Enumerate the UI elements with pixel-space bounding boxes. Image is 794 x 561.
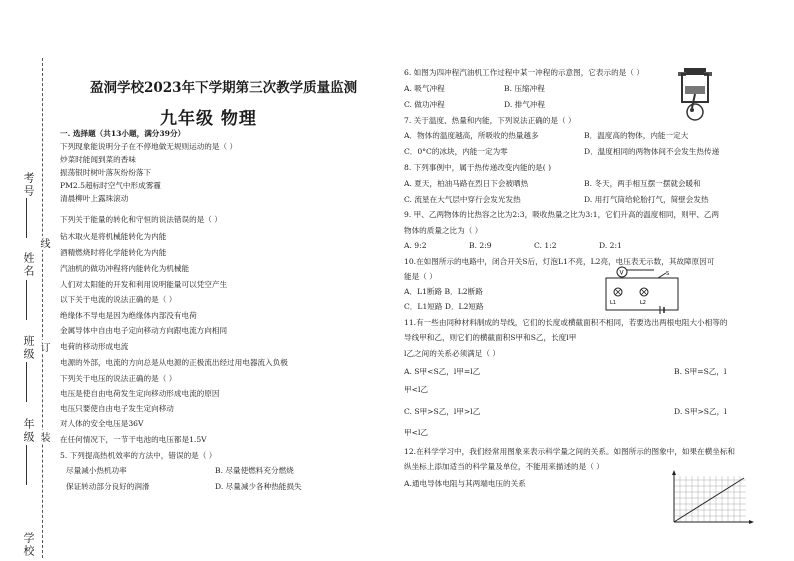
option-ab: A．L1断路 B．L2断路 bbox=[404, 287, 483, 296]
question-text: 下列现象能说明分子在不停地做无规则运动的是（ ） bbox=[60, 142, 238, 151]
option-text: 在任何情况下，一节干电池的电压都是1.5V bbox=[60, 435, 207, 444]
binding-word-line: 线 bbox=[38, 238, 49, 248]
option-text: 绝缘体不导电是因为绝缘体内部没有电荷 bbox=[60, 311, 197, 320]
margin-label-grade: 年级 bbox=[22, 418, 35, 444]
option-c: C. 做功冲程 bbox=[404, 100, 445, 109]
option-a: A. 9:2 bbox=[404, 241, 427, 250]
option-text: 金属导体中自由电子定向移动方向跟电流方向相同 bbox=[60, 326, 228, 335]
option-d: D. 排气冲程 bbox=[504, 100, 546, 109]
option-a: A. 夏天，柏油马路在烈日下会被晒热 bbox=[404, 179, 529, 188]
option-text: 电压是使自由电荷发生定向移动形成电流的原因 bbox=[60, 389, 220, 398]
exam-title: 盈洞学校2023年下学期第三次教学质量监测 bbox=[90, 80, 358, 96]
option-text: 炒菜时能闻到菜的香味 bbox=[60, 155, 136, 164]
option-b: B．温度高的物体，内能一定大 bbox=[584, 131, 689, 140]
question-11-line-1: 11.有一些由同种材料制成的导线，它们的长度或横截面积不相同，若要选出两根电阻大小相等的 bbox=[404, 318, 728, 327]
question-11-line-2: 导线甲和乙，则它们的横截面积S甲和S乙，长度l甲 bbox=[404, 333, 577, 342]
option-text: 电压只要使自由电子发生定向移动 bbox=[60, 404, 174, 413]
section-heading: 一. 选择题（共13小题，满分39分） bbox=[60, 129, 186, 138]
question-text: 下列关于电压的说法正确的是（ ） bbox=[60, 374, 177, 383]
option-text: 清晨柳叶上露珠滚动 bbox=[60, 194, 129, 203]
margin-label-class: 班级 bbox=[22, 335, 35, 361]
option-b: B. 压缩冲程 bbox=[504, 84, 545, 93]
engine-stroke-diagram bbox=[672, 66, 718, 124]
question-9-line-1: 9. 甲、乙两物体的比热容之比为2:3，吸收热量之比为3:1，它们升高的温度相同，则甲、乙两 bbox=[404, 210, 720, 219]
margin-label-school: 学校 bbox=[22, 532, 35, 558]
option-d-continued: 甲<l乙 bbox=[404, 428, 428, 437]
circuit-diagram bbox=[604, 266, 682, 314]
binding-word-install: 装 bbox=[38, 432, 49, 442]
option-d: D. 用打气筒给轮胎打气，简壁会发热 bbox=[584, 195, 709, 204]
switch-label: S bbox=[666, 271, 670, 277]
option-d: D．温度相同的两物体间不会发生热传递 bbox=[584, 147, 720, 156]
option-b-continued: 甲<l乙 bbox=[404, 385, 428, 394]
option-a: 尽量减小热机功率 bbox=[66, 466, 127, 475]
option-a: A. 吸气冲程 bbox=[404, 84, 445, 93]
option-text: 对人体的安全电压是36V bbox=[60, 419, 144, 428]
margin-underline bbox=[26, 445, 27, 485]
option-b: B. S甲=S乙，l bbox=[674, 367, 727, 376]
option-c: 保证转动部分良好的润滑 bbox=[66, 482, 150, 491]
binding-margin bbox=[0, 0, 58, 561]
question-10-line-2: 能是（ ） bbox=[404, 272, 437, 281]
lamp-l1-label: L1 bbox=[610, 300, 616, 306]
binding-dashed-line bbox=[42, 58, 43, 558]
exam-subtitle: 九年级 物理 bbox=[160, 109, 257, 129]
question-11-line-3: l乙之间的关系必须满足（ ） bbox=[404, 349, 500, 358]
margin-underline bbox=[26, 198, 27, 238]
option-b: B. 尽量使燃料充分燃烧 bbox=[215, 466, 294, 475]
option-b: B. 冬天，两手相互摆一摆就会暖和 bbox=[584, 179, 701, 188]
margin-label-name: 姓名 bbox=[22, 252, 35, 278]
option-d: D. 2:1 bbox=[599, 241, 622, 250]
option-cd: C．L1短路 D．L2短路 bbox=[404, 302, 484, 311]
option-text: 人们对太阳能的开发和利用说明能量可以凭空产生 bbox=[60, 280, 228, 289]
voltmeter-label: V bbox=[619, 269, 624, 277]
option-text: 钻木取火是将机械能转化为内能 bbox=[60, 232, 167, 241]
option-a: A. S甲<S乙，l甲=l乙 bbox=[404, 367, 481, 376]
option-c: C．0°C的冰块，内能一定为零 bbox=[404, 147, 508, 156]
option-b: B. 2:9 bbox=[469, 241, 492, 250]
question-6: 6. 如图为四冲程汽油机工作过程中某一冲程的示意图，它表示的是（ ） bbox=[404, 68, 644, 77]
option-a: A．物体的温度越高，所吸收的热量越多 bbox=[404, 131, 539, 140]
option-text: 电源的外部，电流的方向总是从电源的正极流出经过用电器流入负极 bbox=[60, 358, 288, 367]
option-text: 电荷的移动形成电流 bbox=[60, 342, 129, 351]
option-text: 酒精燃烧时将化学能转化为内能 bbox=[60, 248, 167, 257]
margin-label-exam-number: 考号 bbox=[22, 172, 35, 198]
question-9-line-2: 物体的质量之比为（ ） bbox=[404, 226, 483, 235]
margin-underline bbox=[26, 280, 27, 320]
question-text: 5. 下列提高热机效率的方法中，错误的是（ ） bbox=[60, 451, 217, 460]
option-text: 振荡银时树叶落灰纷纷落下 bbox=[60, 168, 152, 177]
lamp-l2-label: L2 bbox=[640, 300, 646, 306]
q12-line-graph bbox=[666, 470, 754, 532]
question-text: 下列关于能量的转化和守恒的说法错误的是（ ） bbox=[60, 215, 222, 224]
option-d: D. 尽量减少各种热能损失 bbox=[215, 482, 302, 491]
option-c: C. S甲>S乙，l甲>l乙 bbox=[404, 407, 481, 416]
question-text: 以下关于电流的说法正确的是（ ） bbox=[60, 295, 177, 304]
question-12-line-1: 12.在科学学习中，我们经常用图象来表示科学量之间的关系。如图所示的图象中，如果在横坐标和 bbox=[404, 447, 736, 456]
margin-underline bbox=[26, 362, 27, 402]
option-text: 汽油机的做功冲程将内能转化为机械能 bbox=[60, 264, 190, 273]
question-10-line-1: 10.在如图所示的电路中，闭合开关S后，灯泡L1不亮，L2亮，电压表无示数，其故障原因可 bbox=[404, 257, 715, 266]
option-d: D. S甲>S乙，l bbox=[674, 407, 727, 416]
option-c: C. 流星在大气层中穿行会发光发热 bbox=[404, 195, 521, 204]
question-7: 7. 关于温度、热量和内能，下列说法正确的是（ ） bbox=[404, 116, 576, 125]
question-8: 8. 下列事例中，属于热传递改变内能的是( ) bbox=[404, 163, 552, 172]
question-12-line-2: 纵坐标上添加适当的科学量及单位，不能用来描述的是（ ） bbox=[404, 462, 604, 471]
binding-word-bind: 订 bbox=[38, 342, 49, 352]
option-c: C. 1:2 bbox=[534, 241, 557, 250]
option-text: PM2.5超标时空气中形成雾霾 bbox=[60, 181, 161, 190]
switch-symbol bbox=[658, 273, 666, 278]
graph-line bbox=[674, 478, 744, 522]
option-a: A.通电导体电阻与其两端电压的关系 bbox=[404, 479, 526, 488]
